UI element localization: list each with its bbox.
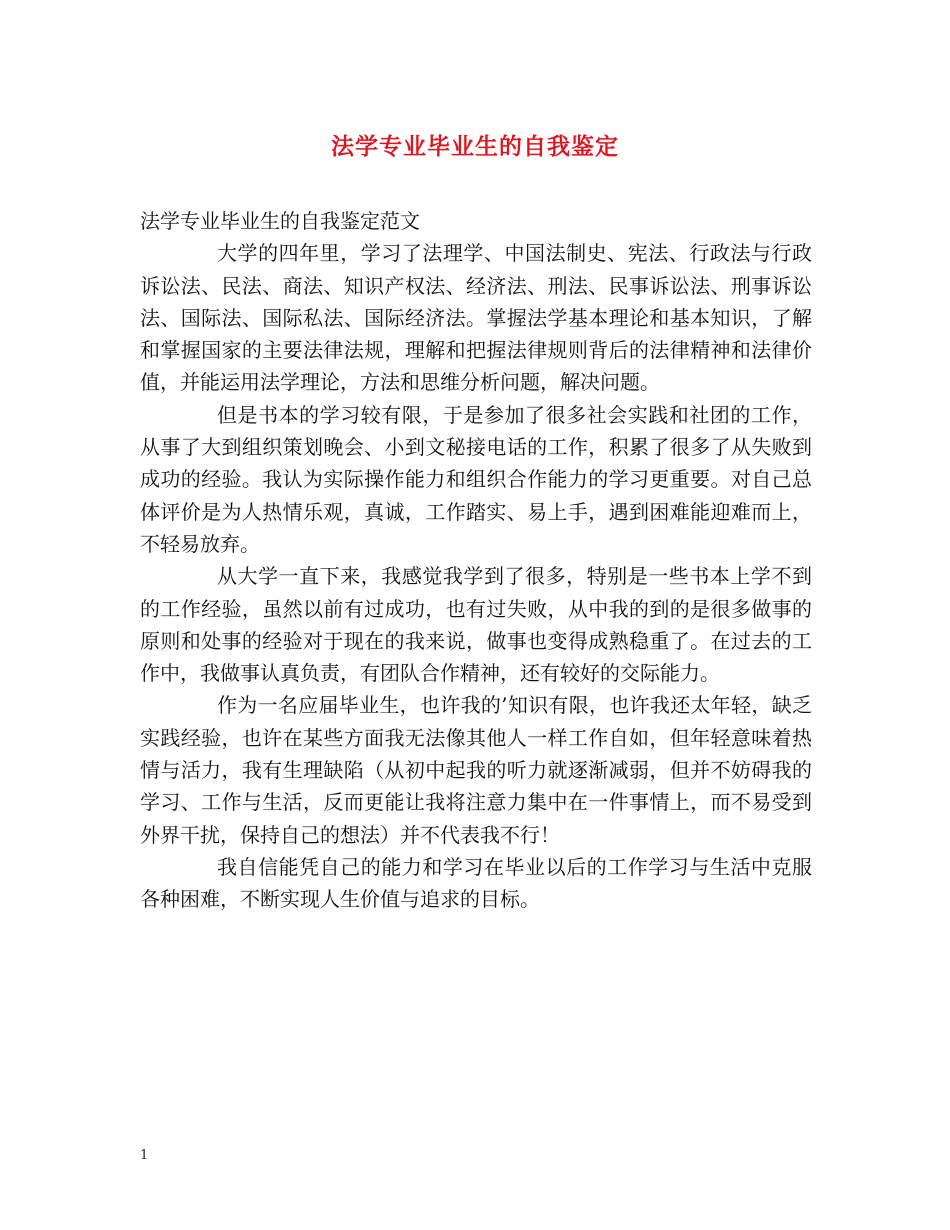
paragraph-4: 作为一名应届毕业生，也许我的’知识有限，也许我还太年轻，缺乏实践经验，也许在某些方面我无法像其他人一样工作自如，但年轻意味着热情与活力，我有生理缺陷（从初中起我的听力就逐渐减弱，但并不妨碍我的学习、工作与生活，反而更能让我将注意力集中在一件事情上，而不易受到外界干扰，保持自己的想法）并不代表我不行！	[140, 693, 812, 847]
document-body	[140, 205, 812, 916]
paragraph-1: 大学的四年里，学习了法理学、中国法制史、宪法、行政法与行政诉讼法、民法、商法、知识产权法、经济法、刑法、民事诉讼法、刑事诉讼法、国际法、国际私法、国际经济法。掌握法学基本理论和基本知识，了解和掌握国家的主要法律法规，理解和把握法律规则背后的法律精神和法律价值，并能运用法学理论，方法和思维分析问题，解决问题。	[140, 241, 812, 395]
paragraph-3: 从大学一直下来，我感觉我学到了很多，特别是一些书本上学不到的工作经验，虽然以前有过成功，也有过失败，从中我的到的是很多做事的原则和处事的经验对于现在的我来说，做事也变得成熟稳重了。在过去的工作中，我做事认真负责，有团队合作精神，还有较好的交际能力。	[140, 564, 812, 686]
document-subtitle: 法学专业毕业生的自我鉴定范文	[140, 209, 420, 233]
paragraph-2: 但是书本的学习较有限，于是参加了很多社会实践和社团的工作，从事了大到组织策划晚会、小到文秘接电话的工作，积累了很多了从失败到成功的经验。我认为实际操作能力和组织合作能力的学习更重要。对自己总体评价是为人热情乐观，真诚，工作踏实、易上手，遇到困难能迎难而上，不轻易放弃。	[140, 402, 812, 556]
document-title: 法学专业毕业生的自我鉴定	[331, 133, 619, 160]
page-number: 1	[140, 1148, 149, 1163]
paragraph-5: 我自信能凭自己的能力和学习在毕业以后的工作学习与生活中克服各种困难，不断实现人生价值与追求的目标。	[140, 854, 812, 912]
